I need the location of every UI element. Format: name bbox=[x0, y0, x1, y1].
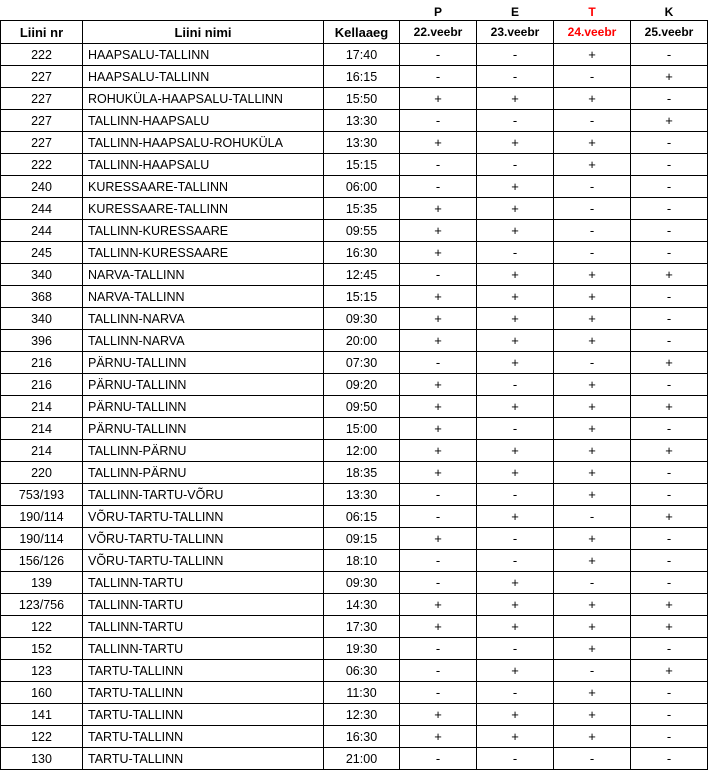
cell-line-number: 190/114 bbox=[1, 528, 83, 550]
cell-availability-3: + bbox=[400, 220, 477, 242]
cell-availability-4: + bbox=[477, 352, 554, 374]
table-header bbox=[1, 0, 708, 44]
cell-availability-5: + bbox=[554, 704, 631, 726]
cell-availability-5: - bbox=[554, 572, 631, 594]
day-letter-cell-6: K bbox=[664, 5, 674, 19]
cell-line-name: HAAPSALU-TALLINN bbox=[83, 66, 324, 88]
table-row bbox=[1, 66, 708, 88]
cell-availability-6: + bbox=[631, 440, 708, 462]
day-letter-cell-5: T bbox=[588, 5, 596, 19]
cell-availability-5: + bbox=[554, 396, 631, 418]
cell-availability-6: - bbox=[631, 176, 708, 198]
cell-line-name: TALLINN-TARTU bbox=[83, 616, 324, 638]
cell-availability-4: - bbox=[477, 484, 554, 506]
cell-availability-5: + bbox=[554, 154, 631, 176]
table-row bbox=[1, 506, 708, 528]
table-row bbox=[1, 616, 708, 638]
cell-time: 06:15 bbox=[324, 506, 400, 528]
cell-availability-3: + bbox=[400, 704, 477, 726]
cell-availability-6: - bbox=[631, 726, 708, 748]
cell-line-number: 240 bbox=[1, 176, 83, 198]
cell-line-name: TALLINN-HAAPSALU bbox=[83, 110, 324, 132]
cell-availability-4: + bbox=[477, 726, 554, 748]
cell-availability-4: + bbox=[477, 220, 554, 242]
cell-availability-5: + bbox=[554, 132, 631, 154]
cell-line-number: 214 bbox=[1, 440, 83, 462]
cell-availability-6: - bbox=[631, 638, 708, 660]
cell-availability-4: + bbox=[477, 462, 554, 484]
cell-line-name: TARTU-TALLINN bbox=[83, 748, 324, 770]
cell-availability-6: - bbox=[631, 572, 708, 594]
cell-line-number: 122 bbox=[1, 726, 83, 748]
cell-time: 16:30 bbox=[324, 242, 400, 264]
cell-availability-6: + bbox=[631, 396, 708, 418]
cell-availability-3: + bbox=[400, 242, 477, 264]
cell-availability-3: + bbox=[400, 308, 477, 330]
cell-availability-3: - bbox=[400, 44, 477, 66]
day-letter-cell-1 bbox=[83, 0, 324, 21]
cell-availability-6: + bbox=[631, 660, 708, 682]
cell-availability-5: + bbox=[554, 682, 631, 704]
cell-time: 09:50 bbox=[324, 396, 400, 418]
cell-availability-5: + bbox=[554, 44, 631, 66]
cell-availability-5: - bbox=[554, 506, 631, 528]
cell-time: 18:35 bbox=[324, 462, 400, 484]
cell-availability-3: - bbox=[400, 506, 477, 528]
cell-availability-6: - bbox=[631, 462, 708, 484]
cell-line-name: TALLINN-NARVA bbox=[83, 330, 324, 352]
cell-line-name: NARVA-TALLINN bbox=[83, 286, 324, 308]
cell-availability-3: + bbox=[400, 330, 477, 352]
table-row bbox=[1, 352, 708, 374]
cell-availability-4: - bbox=[477, 66, 554, 88]
cell-availability-6: - bbox=[631, 550, 708, 572]
table-row bbox=[1, 440, 708, 462]
cell-availability-3: - bbox=[400, 550, 477, 572]
cell-time: 09:15 bbox=[324, 528, 400, 550]
cell-line-number: 222 bbox=[1, 44, 83, 66]
cell-line-number: 244 bbox=[1, 198, 83, 220]
cell-availability-4: + bbox=[477, 198, 554, 220]
cell-line-number: 123/756 bbox=[1, 594, 83, 616]
cell-availability-3: + bbox=[400, 286, 477, 308]
table-row bbox=[1, 660, 708, 682]
cell-line-name: TALLINN-PÄRNU bbox=[83, 462, 324, 484]
cell-line-name: PÄRNU-TALLINN bbox=[83, 352, 324, 374]
cell-availability-4: - bbox=[477, 154, 554, 176]
cell-line-name: VÕRU-TARTU-TALLINN bbox=[83, 506, 324, 528]
cell-availability-3: + bbox=[400, 462, 477, 484]
table-row bbox=[1, 484, 708, 506]
cell-availability-6: - bbox=[631, 220, 708, 242]
cell-availability-3: - bbox=[400, 66, 477, 88]
cell-availability-3: + bbox=[400, 726, 477, 748]
cell-availability-6: + bbox=[631, 66, 708, 88]
cell-availability-6: - bbox=[631, 682, 708, 704]
cell-availability-4: + bbox=[477, 132, 554, 154]
table-row bbox=[1, 330, 708, 352]
table-row bbox=[1, 286, 708, 308]
cell-line-name: TALLINN-TARTU bbox=[83, 594, 324, 616]
cell-availability-6: - bbox=[631, 154, 708, 176]
table-row bbox=[1, 572, 708, 594]
cell-availability-5: - bbox=[554, 242, 631, 264]
cell-availability-4: - bbox=[477, 44, 554, 66]
cell-availability-3: - bbox=[400, 352, 477, 374]
cell-line-name: TALLINN-TARTU bbox=[83, 638, 324, 660]
cell-availability-6: - bbox=[631, 286, 708, 308]
cell-availability-5: - bbox=[554, 660, 631, 682]
cell-time: 15:15 bbox=[324, 154, 400, 176]
cell-line-number: 753/193 bbox=[1, 484, 83, 506]
cell-line-number: 244 bbox=[1, 220, 83, 242]
cell-line-name: PÄRNU-TALLINN bbox=[83, 396, 324, 418]
cell-availability-5: + bbox=[554, 308, 631, 330]
cell-line-number: 130 bbox=[1, 748, 83, 770]
cell-availability-4: + bbox=[477, 616, 554, 638]
cell-time: 21:00 bbox=[324, 748, 400, 770]
cell-availability-4: + bbox=[477, 704, 554, 726]
cell-availability-3: + bbox=[400, 374, 477, 396]
cell-time: 18:10 bbox=[324, 550, 400, 572]
cell-availability-3: - bbox=[400, 484, 477, 506]
cell-availability-6: + bbox=[631, 264, 708, 286]
cell-availability-5: + bbox=[554, 88, 631, 110]
cell-availability-5: + bbox=[554, 264, 631, 286]
cell-time: 16:15 bbox=[324, 66, 400, 88]
cell-availability-6: - bbox=[631, 374, 708, 396]
cell-line-name: TARTU-TALLINN bbox=[83, 726, 324, 748]
column-header-4: 23.veebr bbox=[477, 21, 554, 44]
cell-availability-6: - bbox=[631, 748, 708, 770]
table-row bbox=[1, 220, 708, 242]
cell-line-name: VÕRU-TARTU-TALLINN bbox=[83, 550, 324, 572]
day-letter-cell-2 bbox=[324, 0, 400, 21]
cell-line-number: 214 bbox=[1, 418, 83, 440]
cell-availability-3: - bbox=[400, 154, 477, 176]
cell-availability-4: + bbox=[477, 88, 554, 110]
cell-availability-5: - bbox=[554, 220, 631, 242]
cell-availability-5: + bbox=[554, 638, 631, 660]
cell-line-name: HAAPSALU-TALLINN bbox=[83, 44, 324, 66]
cell-line-number: 227 bbox=[1, 88, 83, 110]
table-row bbox=[1, 242, 708, 264]
cell-availability-4: - bbox=[477, 374, 554, 396]
cell-availability-3: - bbox=[400, 176, 477, 198]
table-row bbox=[1, 88, 708, 110]
cell-availability-5: + bbox=[554, 286, 631, 308]
cell-line-name: TALLINN-NARVA bbox=[83, 308, 324, 330]
cell-availability-3: - bbox=[400, 660, 477, 682]
cell-time: 12:30 bbox=[324, 704, 400, 726]
cell-availability-5: - bbox=[554, 110, 631, 132]
table-row bbox=[1, 638, 708, 660]
cell-time: 13:30 bbox=[324, 484, 400, 506]
cell-line-name: PÄRNU-TALLINN bbox=[83, 418, 324, 440]
cell-availability-6: - bbox=[631, 44, 708, 66]
cell-availability-5: - bbox=[554, 176, 631, 198]
cell-line-name: TALLINN-HAAPSALU bbox=[83, 154, 324, 176]
table-row bbox=[1, 308, 708, 330]
cell-availability-6: - bbox=[631, 484, 708, 506]
table-row bbox=[1, 726, 708, 748]
cell-line-number: 216 bbox=[1, 374, 83, 396]
cell-availability-6: - bbox=[631, 418, 708, 440]
cell-availability-4: + bbox=[477, 572, 554, 594]
table-row bbox=[1, 374, 708, 396]
cell-availability-5: + bbox=[554, 462, 631, 484]
day-letter-cell-3: P bbox=[433, 5, 442, 19]
cell-availability-5: + bbox=[554, 726, 631, 748]
cell-availability-4: - bbox=[477, 682, 554, 704]
cell-time: 15:35 bbox=[324, 198, 400, 220]
cell-time: 09:55 bbox=[324, 220, 400, 242]
cell-time: 13:30 bbox=[324, 110, 400, 132]
cell-availability-6: - bbox=[631, 308, 708, 330]
cell-line-name: NARVA-TALLINN bbox=[83, 264, 324, 286]
cell-availability-6: - bbox=[631, 704, 708, 726]
cell-time: 17:40 bbox=[324, 44, 400, 66]
cell-availability-5: + bbox=[554, 528, 631, 550]
cell-time: 12:45 bbox=[324, 264, 400, 286]
cell-time: 14:30 bbox=[324, 594, 400, 616]
day-letter-cell-0 bbox=[1, 0, 83, 21]
cell-availability-3: + bbox=[400, 594, 477, 616]
cell-line-number: 139 bbox=[1, 572, 83, 594]
column-header-1: Liini nimi bbox=[83, 21, 324, 44]
cell-availability-3: - bbox=[400, 110, 477, 132]
cell-availability-4: + bbox=[477, 660, 554, 682]
cell-line-number: 156/126 bbox=[1, 550, 83, 572]
cell-line-number: 368 bbox=[1, 286, 83, 308]
cell-line-name: PÄRNU-TALLINN bbox=[83, 374, 324, 396]
cell-availability-3: + bbox=[400, 198, 477, 220]
day-letter-row bbox=[1, 0, 708, 21]
cell-availability-5: + bbox=[554, 418, 631, 440]
column-header-row bbox=[1, 21, 708, 44]
column-header-6: 25.veebr bbox=[631, 21, 708, 44]
table-row bbox=[1, 748, 708, 770]
cell-line-number: 340 bbox=[1, 264, 83, 286]
cell-line-name: ROHUKÜLA-HAAPSALU-TALLINN bbox=[83, 88, 324, 110]
cell-availability-6: - bbox=[631, 242, 708, 264]
cell-line-name: TALLINN-TARTU bbox=[83, 572, 324, 594]
cell-line-number: 123 bbox=[1, 660, 83, 682]
cell-line-name: TALLINN-HAAPSALU-ROHUKÜLA bbox=[83, 132, 324, 154]
cell-time: 09:30 bbox=[324, 572, 400, 594]
cell-line-number: 227 bbox=[1, 66, 83, 88]
cell-time: 20:00 bbox=[324, 330, 400, 352]
cell-availability-5: - bbox=[554, 66, 631, 88]
column-header-0: Liini nr bbox=[1, 21, 83, 44]
cell-availability-4: + bbox=[477, 264, 554, 286]
cell-time: 17:30 bbox=[324, 616, 400, 638]
cell-availability-3: - bbox=[400, 572, 477, 594]
table-row bbox=[1, 594, 708, 616]
table-row bbox=[1, 704, 708, 726]
cell-availability-4: - bbox=[477, 242, 554, 264]
table-body bbox=[1, 44, 708, 770]
cell-line-name: TARTU-TALLINN bbox=[83, 682, 324, 704]
cell-availability-3: + bbox=[400, 528, 477, 550]
table-row bbox=[1, 462, 708, 484]
table-row bbox=[1, 176, 708, 198]
cell-line-name: TARTU-TALLINN bbox=[83, 660, 324, 682]
cell-line-number: 245 bbox=[1, 242, 83, 264]
cell-line-name: KURESSAARE-TALLINN bbox=[83, 198, 324, 220]
cell-availability-5: + bbox=[554, 616, 631, 638]
cell-availability-4: - bbox=[477, 550, 554, 572]
table-row bbox=[1, 528, 708, 550]
cell-time: 15:50 bbox=[324, 88, 400, 110]
cell-availability-4: + bbox=[477, 506, 554, 528]
table-row bbox=[1, 418, 708, 440]
cell-availability-6: - bbox=[631, 132, 708, 154]
cell-availability-5: + bbox=[554, 330, 631, 352]
table-row bbox=[1, 396, 708, 418]
table-row bbox=[1, 264, 708, 286]
cell-availability-4: - bbox=[477, 418, 554, 440]
cell-line-number: 152 bbox=[1, 638, 83, 660]
table-row bbox=[1, 110, 708, 132]
cell-line-number: 141 bbox=[1, 704, 83, 726]
cell-availability-6: + bbox=[631, 110, 708, 132]
cell-line-number: 227 bbox=[1, 132, 83, 154]
cell-availability-5: + bbox=[554, 484, 631, 506]
cell-availability-4: - bbox=[477, 748, 554, 770]
cell-line-number: 340 bbox=[1, 308, 83, 330]
cell-time: 09:30 bbox=[324, 308, 400, 330]
cell-availability-6: - bbox=[631, 330, 708, 352]
column-header-2: Kellaaeg bbox=[324, 21, 400, 44]
cell-availability-4: + bbox=[477, 176, 554, 198]
cell-line-name: TALLINN-TARTU-VÕRU bbox=[83, 484, 324, 506]
cell-line-name: VÕRU-TARTU-TALLINN bbox=[83, 528, 324, 550]
cell-availability-6: + bbox=[631, 616, 708, 638]
cell-availability-3: - bbox=[400, 638, 477, 660]
cell-time: 06:00 bbox=[324, 176, 400, 198]
cell-availability-5: - bbox=[554, 748, 631, 770]
cell-time: 15:00 bbox=[324, 418, 400, 440]
cell-availability-6: - bbox=[631, 88, 708, 110]
cell-line-name: KURESSAARE-TALLINN bbox=[83, 176, 324, 198]
table-row bbox=[1, 550, 708, 572]
cell-time: 06:30 bbox=[324, 660, 400, 682]
table-row bbox=[1, 132, 708, 154]
cell-line-number: 222 bbox=[1, 154, 83, 176]
cell-time: 12:00 bbox=[324, 440, 400, 462]
cell-line-number: 227 bbox=[1, 110, 83, 132]
column-header-5: 24.veebr bbox=[554, 21, 631, 44]
cell-line-name: TALLINN-KURESSAARE bbox=[83, 220, 324, 242]
cell-availability-3: - bbox=[400, 748, 477, 770]
cell-availability-6: - bbox=[631, 528, 708, 550]
cell-availability-3: - bbox=[400, 682, 477, 704]
cell-time: 15:15 bbox=[324, 286, 400, 308]
cell-time: 13:30 bbox=[324, 132, 400, 154]
cell-availability-4: + bbox=[477, 330, 554, 352]
cell-availability-3: + bbox=[400, 418, 477, 440]
cell-time: 19:30 bbox=[324, 638, 400, 660]
cell-availability-3: + bbox=[400, 440, 477, 462]
cell-availability-6: + bbox=[631, 506, 708, 528]
cell-availability-4: - bbox=[477, 528, 554, 550]
cell-availability-5: + bbox=[554, 374, 631, 396]
cell-line-number: 122 bbox=[1, 616, 83, 638]
cell-availability-5: + bbox=[554, 440, 631, 462]
cell-time: 07:30 bbox=[324, 352, 400, 374]
cell-availability-3: + bbox=[400, 396, 477, 418]
cell-line-number: 190/114 bbox=[1, 506, 83, 528]
cell-line-name: TARTU-TALLINN bbox=[83, 704, 324, 726]
cell-line-number: 396 bbox=[1, 330, 83, 352]
cell-time: 11:30 bbox=[324, 682, 400, 704]
cell-availability-4: + bbox=[477, 286, 554, 308]
cell-availability-6: + bbox=[631, 594, 708, 616]
cell-availability-4: - bbox=[477, 638, 554, 660]
cell-availability-5: + bbox=[554, 594, 631, 616]
cell-availability-4: - bbox=[477, 110, 554, 132]
cell-line-number: 216 bbox=[1, 352, 83, 374]
cell-availability-3: - bbox=[400, 264, 477, 286]
cell-time: 16:30 bbox=[324, 726, 400, 748]
cell-availability-4: + bbox=[477, 308, 554, 330]
cell-availability-3: + bbox=[400, 88, 477, 110]
table-row bbox=[1, 682, 708, 704]
day-letter-cell-4: E bbox=[510, 5, 519, 19]
cell-availability-5: - bbox=[554, 352, 631, 374]
cell-line-number: 160 bbox=[1, 682, 83, 704]
cell-line-name: TALLINN-PÄRNU bbox=[83, 440, 324, 462]
cell-availability-6: + bbox=[631, 352, 708, 374]
cell-availability-4: + bbox=[477, 594, 554, 616]
cell-availability-3: + bbox=[400, 616, 477, 638]
table-row bbox=[1, 154, 708, 176]
cell-line-number: 214 bbox=[1, 396, 83, 418]
cell-line-number: 220 bbox=[1, 462, 83, 484]
cell-availability-6: - bbox=[631, 198, 708, 220]
table-row bbox=[1, 198, 708, 220]
cell-availability-4: + bbox=[477, 396, 554, 418]
column-header-3: 22.veebr bbox=[400, 21, 477, 44]
cell-availability-5: + bbox=[554, 550, 631, 572]
cell-availability-5: - bbox=[554, 198, 631, 220]
cell-time: 09:20 bbox=[324, 374, 400, 396]
cell-line-name: TALLINN-KURESSAARE bbox=[83, 242, 324, 264]
cell-availability-3: + bbox=[400, 132, 477, 154]
table-row bbox=[1, 44, 708, 66]
cell-availability-4: + bbox=[477, 440, 554, 462]
